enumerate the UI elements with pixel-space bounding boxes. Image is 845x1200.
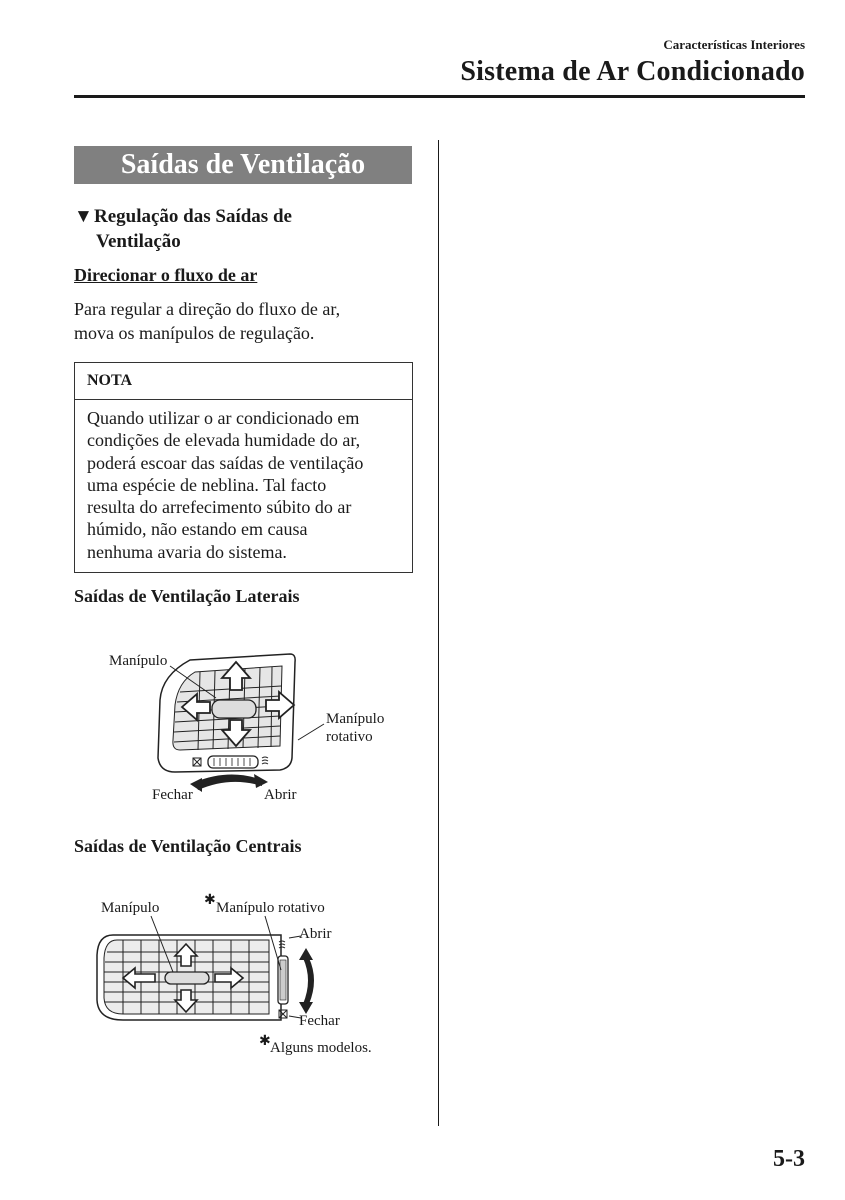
note-line: condições de elevada humidade do ar, <box>87 430 361 451</box>
footnote: Alguns modelos. <box>270 1040 372 1056</box>
header-section-label: Características Interiores <box>663 37 805 52</box>
lateral-vent-illustration <box>150 650 310 795</box>
central-label-handle: Manípulo <box>101 900 160 916</box>
note-box <box>74 362 413 573</box>
central-label-close: Fechar <box>299 1013 340 1029</box>
note-line: resulta do arrefecimento súbito do ar <box>87 497 352 518</box>
central-label-rotary: Manípulo rotativo <box>216 900 325 916</box>
lateral-vents-heading: Saídas de Ventilação Laterais <box>74 586 300 606</box>
flow-heading: Direcionar o fluxo de ar <box>74 265 258 285</box>
central-vent-illustration <box>93 930 333 1025</box>
note-body <box>75 400 412 563</box>
flow-body <box>74 297 409 345</box>
lateral-label-close: Fechar <box>152 787 193 803</box>
lateral-label-rotary-line-2: rotativo <box>326 729 373 745</box>
flow-body-line-1: Para regular a direção do fluxo de ar, <box>74 299 341 319</box>
central-label-open: Abrir <box>299 926 332 942</box>
note-line: poderá escoar das saídas de ventilação <box>87 452 364 473</box>
subheading-line-1: Regulação das Saídas de <box>94 206 292 227</box>
note-line: húmido, não estando em causa <box>87 519 308 540</box>
column-divider <box>438 140 439 1126</box>
lateral-label-handle: Manípulo <box>109 653 168 669</box>
note-line: uma espécie de neblina. Tal facto <box>87 474 327 495</box>
lateral-label-rotary-line-1: Manípulo <box>326 711 385 727</box>
header-rule <box>74 95 805 98</box>
note-line: nenhuma avaria do sistema. <box>87 541 287 562</box>
page-title: Sistema de Ar Condicionado <box>460 56 805 87</box>
flow-body-line-2: mova os manípulos de regulação. <box>74 323 315 343</box>
subheading <box>74 204 404 254</box>
triangle-down-icon: ▼ <box>74 206 93 227</box>
note-title: NOTA <box>75 363 412 400</box>
section-banner: Saídas de Ventilação <box>74 146 412 184</box>
lateral-label-open: Abrir <box>264 787 297 803</box>
central-vents-heading: Saídas de Ventilação Centrais <box>74 836 302 856</box>
page-number: 5-3 <box>773 1146 805 1172</box>
asterisk-icon: ✱ <box>259 1034 271 1049</box>
asterisk-icon: ✱ <box>204 893 216 908</box>
note-line: Quando utilizar o ar condicionado em <box>87 408 360 428</box>
subheading-line-2: Ventilação <box>96 231 181 252</box>
